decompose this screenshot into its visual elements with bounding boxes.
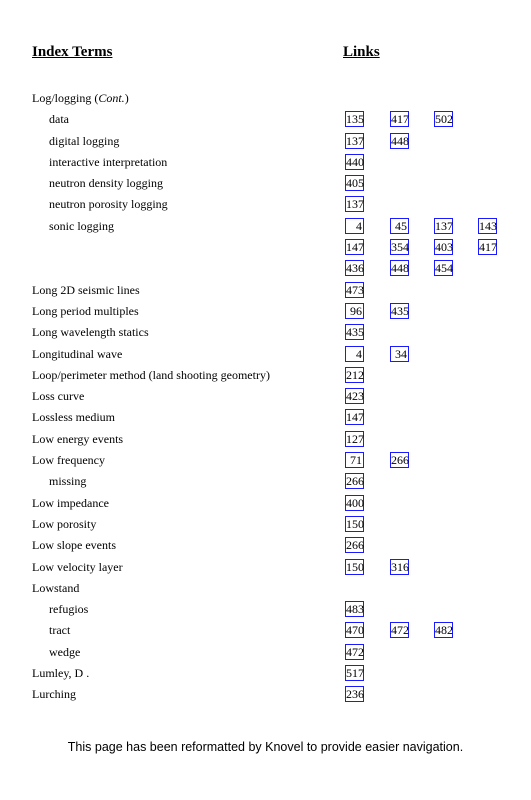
page-link[interactable]: 34 xyxy=(390,346,409,362)
index-entry xyxy=(0,578,531,599)
index-term xyxy=(32,493,109,514)
index-term-suffix: Cont. xyxy=(98,91,125,105)
index-entry xyxy=(0,386,531,407)
page-link[interactable]: 436 xyxy=(346,261,364,276)
index-term-text: Longitudinal wave xyxy=(32,346,123,361)
index-entry xyxy=(0,642,531,663)
index-term xyxy=(49,194,168,215)
index-term-text: Low porosity xyxy=(32,516,97,531)
index-term-text: interactive interpretation xyxy=(49,154,168,169)
page-link[interactable]: 150 xyxy=(346,516,364,531)
page-link[interactable]: 236 xyxy=(346,687,364,702)
page-link[interactable]: 127 xyxy=(346,431,364,446)
index-entry xyxy=(0,535,531,556)
index-entry xyxy=(0,216,531,237)
index-term-text: Long wavelength statics xyxy=(32,325,149,340)
index-term xyxy=(49,471,86,492)
page-link[interactable]: 137 xyxy=(346,197,364,212)
index-term-text: Low frequency xyxy=(32,453,105,468)
page-link[interactable]: 266 xyxy=(346,474,364,489)
index-term-text: Lumley, D . xyxy=(32,666,90,681)
index-term-text: missing xyxy=(49,474,87,489)
index-terms-heading: Index Terms xyxy=(32,44,113,60)
index-term-text: tract xyxy=(49,623,71,638)
page-link[interactable]: 417 xyxy=(479,240,497,255)
index-term-text: refugios xyxy=(49,602,89,617)
page-link[interactable]: 472 xyxy=(346,644,364,659)
index-term xyxy=(32,429,123,450)
index-term-text: data xyxy=(49,112,69,127)
index-entry xyxy=(0,152,531,173)
index-term xyxy=(49,216,114,237)
index-list xyxy=(0,88,531,706)
index-entry xyxy=(0,620,531,641)
index-term xyxy=(32,557,123,578)
knovel-footer-note: This page has been reformatted by Knovel to provide easier navigation. xyxy=(67,740,464,754)
page-link[interactable]: 135 xyxy=(346,112,364,127)
page-link[interactable]: 472 xyxy=(391,623,409,638)
index-term-text: Long 2D seismic lines xyxy=(32,282,140,297)
index-entry xyxy=(0,514,531,535)
page-link[interactable]: 150 xyxy=(346,559,364,574)
index-term xyxy=(49,599,88,620)
page-link[interactable]: 405 xyxy=(346,176,364,191)
page-link[interactable]: 483 xyxy=(346,602,364,617)
index-term xyxy=(32,344,122,365)
index-term-text: Low energy events xyxy=(32,431,124,446)
index-term-text: Low slope events xyxy=(32,538,116,553)
page-link[interactable]: 470 xyxy=(346,623,364,638)
index-entry xyxy=(0,407,531,428)
index-term-text: Low impedance xyxy=(32,495,109,510)
index-entry xyxy=(0,557,531,578)
index-term xyxy=(32,280,140,301)
index-term-text: Lossless medium xyxy=(32,410,115,425)
page-link[interactable]: 96 xyxy=(345,303,364,319)
index-term xyxy=(49,642,80,663)
index-entry xyxy=(0,173,531,194)
index-entry xyxy=(0,450,531,471)
page-link[interactable]: 147 xyxy=(346,410,364,425)
index-term xyxy=(32,684,76,705)
index-term xyxy=(32,535,116,556)
index-entry xyxy=(0,684,531,705)
index-term xyxy=(32,386,84,407)
index-term xyxy=(49,152,167,173)
index-term xyxy=(49,131,119,152)
index-term-text: Loop/perimeter method (land shooting geometry) xyxy=(32,367,270,382)
page-link[interactable]: 435 xyxy=(346,325,364,340)
index-term xyxy=(49,620,70,641)
page-link[interactable]: 45 xyxy=(390,218,409,234)
page-link[interactable]: 4 xyxy=(345,346,364,362)
index-term-text: Lowstand xyxy=(32,580,80,595)
index-term-text: Loss curve xyxy=(32,389,85,404)
page-link[interactable]: 143 xyxy=(479,218,497,233)
index-term xyxy=(49,109,69,130)
index-term xyxy=(32,407,115,428)
page-link[interactable]: 147 xyxy=(346,240,364,255)
index-entry xyxy=(0,109,531,130)
index-term xyxy=(32,322,149,343)
index-term-text: Low velocity layer xyxy=(32,559,123,574)
page-link[interactable]: 448 xyxy=(391,261,409,276)
index-entry xyxy=(0,365,531,386)
index-entry xyxy=(0,88,531,109)
page-link[interactable]: 517 xyxy=(346,666,364,681)
index-term-text: Lurching xyxy=(32,687,76,702)
page-link[interactable]: 354 xyxy=(391,240,409,255)
page-link[interactable]: 423 xyxy=(346,389,364,404)
index-term-text: Log/logging xyxy=(32,91,92,105)
index-entry xyxy=(0,301,531,322)
page-link[interactable]: 316 xyxy=(391,559,409,574)
page-link[interactable]: 502 xyxy=(435,112,453,127)
index-entry xyxy=(0,599,531,620)
index-entry xyxy=(0,471,531,492)
index-term-text: neutron density logging xyxy=(49,176,163,191)
page-link[interactable]: 266 xyxy=(346,538,364,553)
index-term-text: digital logging xyxy=(49,133,120,148)
index-entry xyxy=(0,493,531,514)
index-term-text: wedge xyxy=(49,644,81,659)
index-term xyxy=(32,450,105,471)
page-link[interactable]: 400 xyxy=(346,495,364,510)
page-link[interactable]: 435 xyxy=(391,303,409,318)
index-entry xyxy=(0,258,531,279)
index-entry xyxy=(0,663,531,684)
index-term xyxy=(32,514,96,535)
index-term xyxy=(32,663,89,684)
index-term-text: Long period multiples xyxy=(32,303,139,318)
page-link[interactable]: 4 xyxy=(345,218,364,234)
page-link[interactable]: 137 xyxy=(435,218,453,233)
page-link[interactable]: 403 xyxy=(435,240,453,255)
page-link[interactable]: 212 xyxy=(346,367,364,382)
index-term xyxy=(32,365,270,386)
page-link[interactable]: 454 xyxy=(435,261,453,276)
index-entry xyxy=(0,237,531,258)
page-link[interactable]: 417 xyxy=(391,112,409,127)
index-entry xyxy=(0,280,531,301)
index-term xyxy=(32,578,79,599)
index-entry xyxy=(0,131,531,152)
index-entry xyxy=(0,429,531,450)
page-link[interactable]: 266 xyxy=(391,453,409,468)
page-link[interactable]: 448 xyxy=(391,133,409,148)
page-link[interactable]: 71 xyxy=(345,452,364,468)
index-term xyxy=(49,173,163,194)
links-heading: Links xyxy=(343,44,380,60)
page-link[interactable]: 473 xyxy=(346,282,364,297)
page-link[interactable]: 482 xyxy=(435,623,453,638)
page-link[interactable]: 440 xyxy=(346,154,364,169)
index-term-text: sonic logging xyxy=(49,218,114,233)
index-term: Log/logging (Cont.) xyxy=(32,91,129,105)
index-term-text: neutron porosity logging xyxy=(49,197,168,212)
index-entry xyxy=(0,194,531,215)
page-link[interactable]: 137 xyxy=(346,133,364,148)
index-entry xyxy=(0,344,531,365)
index-entry xyxy=(0,322,531,343)
index-term xyxy=(32,301,139,322)
